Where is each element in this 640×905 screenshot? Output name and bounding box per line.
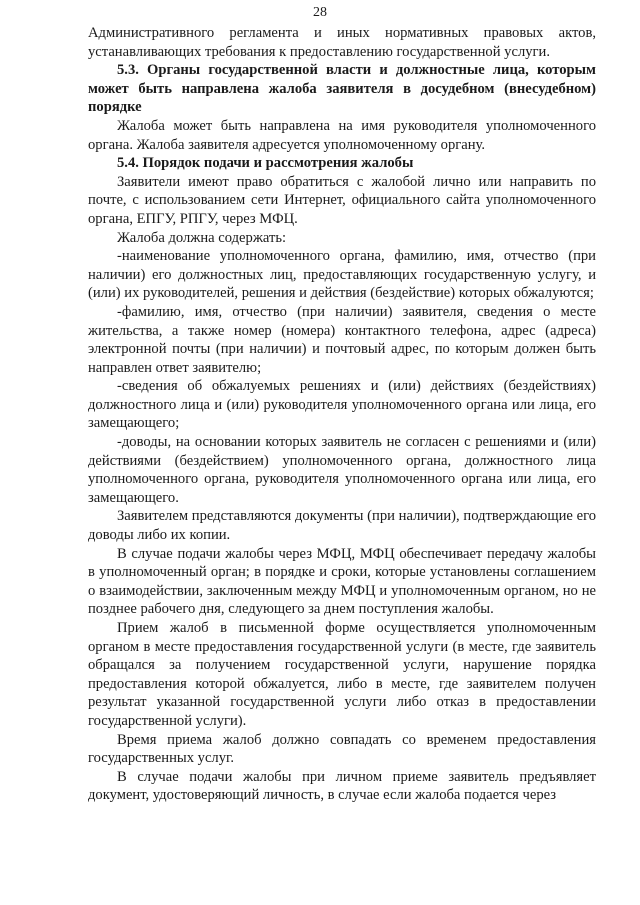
list-item: -наименование уполномоченного органа, фамилию, имя, отчество (при наличии) его должностных лиц, предоставляющих государственную услугу, и (или) их руководителей, решения и действия (бездействие) которых обжалуются; xyxy=(88,248,596,302)
section-heading: 5.4. Порядок подачи и рассмотрения жалобы xyxy=(117,155,414,172)
list-item: -фамилию, имя, отчество (при наличии) заявителя, сведения о месте жительства, а также номер (номера) контактного телефона, адрес (адреса) электронной почты (при наличии) и почтовый адрес, по которым должен быть направлен ответ заявителю; xyxy=(88,303,596,376)
paragraph: В случае подачи жалобы при личном приеме заявитель предъявляет документ, удостоверяющий личность, в случае если жалоба подается через xyxy=(88,768,596,804)
document-body xyxy=(88,24,596,805)
paragraph: Прием жалоб в письменной форме осуществляется уполномоченным органом в месте предоставления государственной услуги (в месте, где заявитель обращался за получением государственной услуги, нарушение порядка предоставления которой обжалуется, либо в месте, где заявителем получен результат указанной государственной услуги либо отказ в предоставлении государственной услуги). xyxy=(88,620,596,729)
paragraph: Жалоба может быть направлена на имя руководителя уполномоченного органа. Жалоба заявителя адресуется уполномоченному органу. xyxy=(88,117,596,153)
list-item: -сведения об обжалуемых решениях и (или) действиях (бездействиях) должностного лица и (или) руководителя уполномоченного органа или лица, его замещающего; xyxy=(88,378,596,432)
paragraph: Время приема жалоб должно совпадать со временем предоставления государственных услуг. xyxy=(88,731,596,767)
section-heading: 5.3. Органы государственной власти и должностные лица, которым может быть направлена жалоба заявителя в досудебном (внесудебном) порядке xyxy=(88,62,596,116)
list-item: -доводы, на основании которых заявитель не согласен с решениями и (или) действиями (бездействием) уполномоченного органа, должностного лица уполномоченного органа, руководителя уполномоченного органа или лица, его замещающего. xyxy=(88,434,596,506)
paragraph: Административного регламента и иных нормативных правовых актов, устанавливающих требования к предоставлению государственной услуги. xyxy=(88,25,596,60)
paragraph: Заявители имеют право обратиться с жалобой лично или направить по почте, с использованием сети Интернет, официального сайта уполномоченного органа, ЕПГУ, РПГУ, через МФЦ. xyxy=(88,173,596,227)
paragraph: В случае подачи жалобы через МФЦ, МФЦ обеспечивает передачу жалобы в уполномоченный орган; в порядке и сроки, которые установлены соглашением о взаимодействии, заключенным между МФЦ и уполномоченным органом, но не позднее рабочего дня, следующего за днем поступления жалобы. xyxy=(88,545,596,618)
page-number: 28 xyxy=(313,5,327,20)
paragraph: Жалоба должна содержать: xyxy=(117,229,287,246)
paragraph: Заявителем представляются документы (при наличии), подтверждающие его доводы либо их копии. xyxy=(88,508,596,544)
